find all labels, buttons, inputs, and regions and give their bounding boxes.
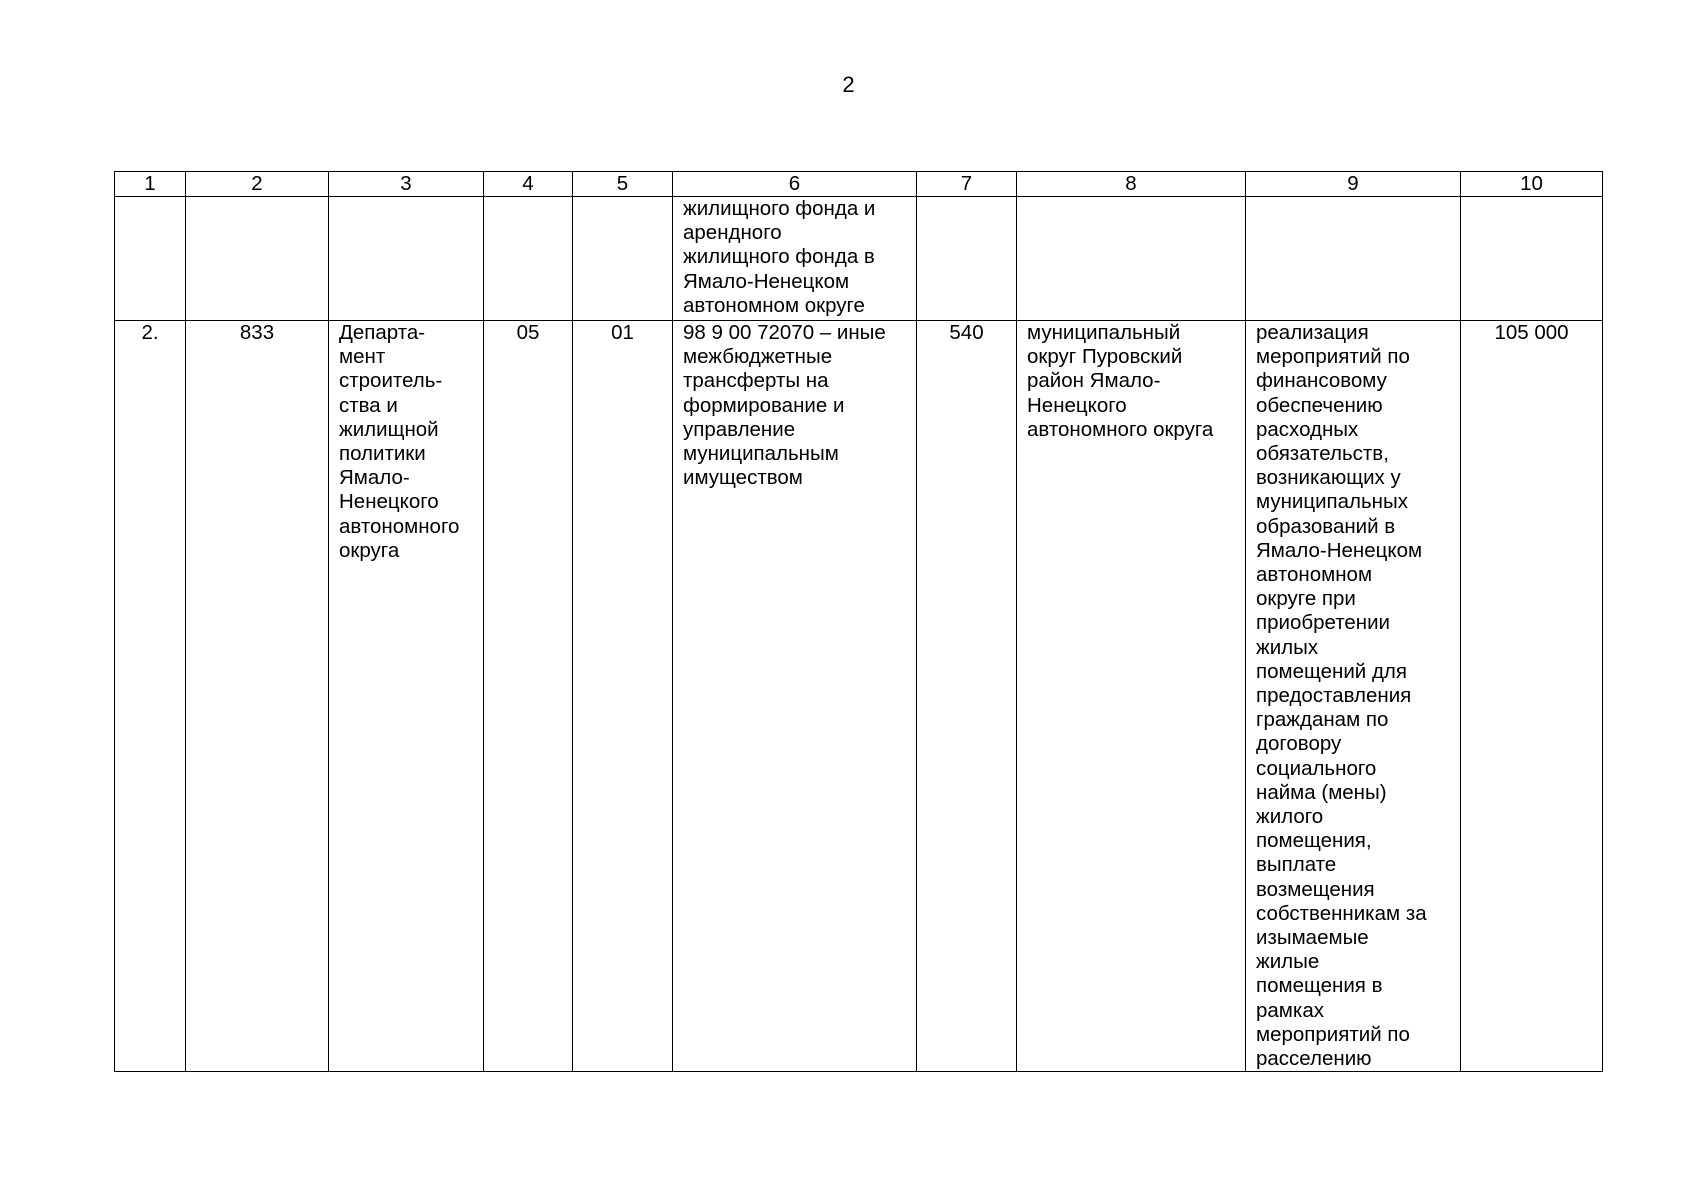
organization-cell xyxy=(329,321,484,1072)
header-cell-5: 5 xyxy=(573,172,673,197)
amount-cell: 105 000 xyxy=(1461,321,1603,1072)
recipient-text: муниципальный округ Пуровский район Ямало- Ненецкого автономного округа xyxy=(1027,321,1214,441)
table-row xyxy=(115,321,1603,1072)
code-cell: 833 xyxy=(186,321,329,1072)
page-number: 2 xyxy=(842,72,855,97)
budget-table xyxy=(114,171,1603,1072)
empty-cell xyxy=(573,197,673,321)
empty-cell xyxy=(1461,197,1603,321)
header-cell-10: 10 xyxy=(1461,172,1603,197)
purpose-cell xyxy=(1246,321,1461,1072)
organization-text: Департа- мент строитель- ства и жилищной политики Ямало- Ненецкого автономного округа xyxy=(339,321,460,562)
continuation-expense-item-cell xyxy=(673,197,917,321)
expense-item-text: 98 9 00 72070 – иные межбюджетные трансферты на формирование и управление муниципальным имуществом xyxy=(683,321,886,490)
header-cell-4: 4 xyxy=(484,172,573,197)
table-row-continuation xyxy=(115,197,1603,321)
empty-cell xyxy=(329,197,484,321)
purpose-text: реализация мероприятий по финансовому обеспечению расходных обязательств, возникающих у муниципальных образований в Ямало-Ненецком автономном округе при приобретении жилых помещений для предоставления гражданам по договору социального найма (мены) жилого помещения, выплате возмещения собственникам за изымаемые жилые помещения в рамках мероприятий по расселению xyxy=(1256,321,1427,1071)
row-number-cell: 2. xyxy=(115,321,186,1072)
empty-cell xyxy=(186,197,329,321)
section-cell: 05 xyxy=(484,321,573,1072)
header-cell-7: 7 xyxy=(917,172,1017,197)
recipient-cell xyxy=(1017,321,1246,1072)
header-cell-8: 8 xyxy=(1017,172,1246,197)
empty-cell xyxy=(1017,197,1246,321)
empty-cell xyxy=(1246,197,1461,321)
header-cell-3: 3 xyxy=(329,172,484,197)
empty-cell xyxy=(115,197,186,321)
expense-type-cell: 540 xyxy=(917,321,1017,1072)
expense-item-cell xyxy=(673,321,917,1072)
header-cell-6: 6 xyxy=(673,172,917,197)
subsection-cell: 01 xyxy=(573,321,673,1072)
header-cell-1: 1 xyxy=(115,172,186,197)
continuation-expense-item-text: жилищного фонда и арендного жилищного фонда в Ямало-Ненецком автономном округе xyxy=(683,197,876,317)
header-cell-9: 9 xyxy=(1246,172,1461,197)
empty-cell xyxy=(484,197,573,321)
header-cell-2: 2 xyxy=(186,172,329,197)
header-row xyxy=(115,172,1603,197)
empty-cell xyxy=(917,197,1017,321)
